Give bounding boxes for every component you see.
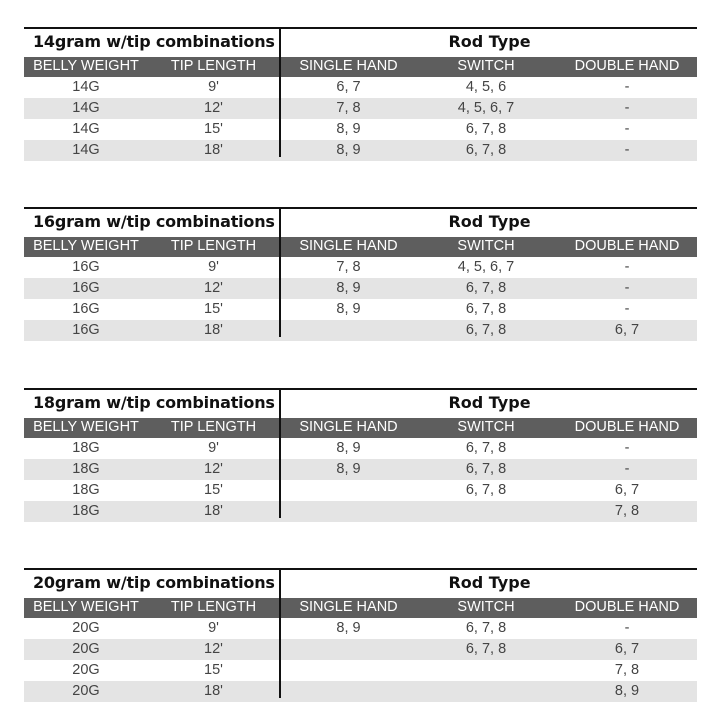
cell-double-hand: 7, 8 (614, 662, 640, 678)
cell-double-hand: - (624, 259, 630, 275)
cell-belly-weight: 20G (72, 620, 100, 636)
cell-switch: 6, 7, 8 (465, 322, 507, 338)
cell-double-hand: 6, 7 (614, 482, 640, 498)
cell-tip-length: 18' (204, 322, 223, 338)
cell-belly-weight: 18G (72, 482, 100, 498)
header-double-hand: DOUBLE HAND (574, 238, 680, 254)
header-double-hand: DOUBLE HAND (574, 58, 680, 74)
header-belly-weight: BELLY WEIGHT (33, 58, 139, 74)
rod-type-heading: Rod Type (448, 212, 531, 231)
cell-single-hand: 8, 9 (336, 440, 361, 456)
cell-tip-length: 15' (204, 121, 223, 137)
header-switch: SWITCH (457, 238, 515, 254)
cell-belly-weight: 16G (72, 280, 100, 296)
column-header-row (24, 237, 697, 257)
column-divider (279, 568, 281, 698)
cell-tip-length: 15' (204, 482, 223, 498)
cell-belly-weight: 16G (72, 322, 100, 338)
rod-type-heading: Rod Type (448, 393, 531, 412)
cell-double-hand: - (624, 461, 630, 477)
table-row (24, 98, 697, 119)
table-row (24, 618, 697, 639)
column-header-row (24, 418, 697, 438)
table-row (24, 459, 697, 480)
cell-switch: 6, 7, 8 (465, 280, 507, 296)
cell-double-hand: - (624, 301, 630, 317)
table-20gram (24, 568, 697, 702)
table-title: 20gram w/tip combinations (33, 573, 275, 592)
cell-switch: 6, 7, 8 (465, 142, 507, 158)
header-switch: SWITCH (457, 599, 515, 615)
cell-single-hand: 8, 9 (336, 461, 361, 477)
column-divider (279, 388, 281, 518)
table-title-row (24, 27, 697, 57)
cell-belly-weight: 20G (72, 683, 100, 699)
cell-single-hand: 7, 8 (336, 259, 361, 275)
cell-double-hand: - (624, 620, 630, 636)
header-belly-weight: BELLY WEIGHT (33, 419, 139, 435)
cell-tip-length: 18' (204, 683, 223, 699)
table-title: 14gram w/tip combinations (33, 32, 275, 51)
column-divider (279, 207, 281, 337)
cell-switch: 4, 5, 6, 7 (457, 100, 515, 116)
header-tip-length: TIP LENGTH (170, 419, 257, 435)
header-single-hand: SINGLE HAND (299, 58, 398, 74)
cell-tip-length: 12' (204, 100, 223, 116)
cell-switch: 6, 7, 8 (465, 440, 507, 456)
cell-belly-weight: 18G (72, 503, 100, 519)
table-row (24, 257, 697, 278)
cell-double-hand: - (624, 142, 630, 158)
table-row (24, 77, 697, 98)
cell-tip-length: 9' (208, 79, 219, 95)
cell-switch: 6, 7, 8 (465, 620, 507, 636)
cell-double-hand: - (624, 79, 630, 95)
table-row (24, 278, 697, 299)
header-belly-weight: BELLY WEIGHT (33, 599, 139, 615)
table-row (24, 320, 697, 341)
table-row (24, 681, 697, 702)
header-double-hand: DOUBLE HAND (574, 599, 680, 615)
cell-single-hand: 8, 9 (336, 280, 361, 296)
header-single-hand: SINGLE HAND (299, 419, 398, 435)
cell-single-hand: 8, 9 (336, 620, 361, 636)
column-header-row (24, 598, 697, 618)
table-row (24, 140, 697, 161)
header-double-hand: DOUBLE HAND (574, 419, 680, 435)
table-18gram (24, 388, 697, 522)
cell-single-hand: 8, 9 (336, 121, 361, 137)
cell-switch: 6, 7, 8 (465, 301, 507, 317)
header-single-hand: SINGLE HAND (299, 238, 398, 254)
cell-belly-weight: 18G (72, 440, 100, 456)
cell-single-hand: 7, 8 (336, 100, 361, 116)
table-row (24, 660, 697, 681)
cell-belly-weight: 16G (72, 259, 100, 275)
cell-belly-weight: 14G (72, 100, 100, 116)
cell-switch: 6, 7, 8 (465, 641, 507, 657)
table-title-row (24, 388, 697, 418)
table-title-row (24, 568, 697, 598)
rod-type-heading: Rod Type (448, 32, 531, 51)
cell-belly-weight: 20G (72, 641, 100, 657)
table-title: 18gram w/tip combinations (33, 393, 275, 412)
table-title: 16gram w/tip combinations (33, 212, 275, 231)
cell-switch: 6, 7, 8 (465, 461, 507, 477)
cell-tip-length: 9' (208, 440, 219, 456)
header-single-hand: SINGLE HAND (299, 599, 398, 615)
table-row (24, 501, 697, 522)
cell-tip-length: 12' (204, 461, 223, 477)
cell-single-hand: 6, 7 (336, 79, 361, 95)
header-tip-length: TIP LENGTH (170, 238, 257, 254)
cell-single-hand: 8, 9 (336, 301, 361, 317)
cell-double-hand: - (624, 100, 630, 116)
cell-switch: 4, 5, 6 (465, 79, 507, 95)
cell-double-hand: - (624, 280, 630, 296)
cell-single-hand: 8, 9 (336, 142, 361, 158)
cell-tip-length: 15' (204, 662, 223, 678)
cell-belly-weight: 14G (72, 79, 100, 95)
header-tip-length: TIP LENGTH (170, 58, 257, 74)
column-header-row (24, 57, 697, 77)
table-row (24, 438, 697, 459)
cell-switch: 6, 7, 8 (465, 482, 507, 498)
rod-type-heading: Rod Type (448, 573, 531, 592)
cell-double-hand: 8, 9 (614, 683, 640, 699)
header-belly-weight: BELLY WEIGHT (33, 238, 139, 254)
cell-tip-length: 12' (204, 641, 223, 657)
table-16gram (24, 207, 697, 341)
cell-belly-weight: 18G (72, 461, 100, 477)
cell-belly-weight: 20G (72, 662, 100, 678)
cell-tip-length: 15' (204, 301, 223, 317)
header-switch: SWITCH (457, 58, 515, 74)
table-row (24, 119, 697, 140)
cell-double-hand: 6, 7 (614, 641, 640, 657)
table-row (24, 299, 697, 320)
header-tip-length: TIP LENGTH (170, 599, 257, 615)
cell-double-hand: 6, 7 (614, 322, 640, 338)
cell-switch: 4, 5, 6, 7 (457, 259, 515, 275)
cell-belly-weight: 16G (72, 301, 100, 317)
table-row (24, 639, 697, 660)
cell-double-hand: - (624, 121, 630, 137)
table-14gram (24, 27, 697, 161)
cell-belly-weight: 14G (72, 121, 100, 137)
table-row (24, 480, 697, 501)
table-title-row (24, 207, 697, 237)
cell-tip-length: 12' (204, 280, 223, 296)
cell-switch: 6, 7, 8 (465, 121, 507, 137)
cell-tip-length: 9' (208, 259, 219, 275)
cell-tip-length: 18' (204, 142, 223, 158)
cell-tip-length: 9' (208, 620, 219, 636)
cell-belly-weight: 14G (72, 142, 100, 158)
header-switch: SWITCH (457, 419, 515, 435)
column-divider (279, 27, 281, 157)
cell-double-hand: 7, 8 (614, 503, 640, 519)
cell-double-hand: - (624, 440, 630, 456)
cell-tip-length: 18' (204, 503, 223, 519)
